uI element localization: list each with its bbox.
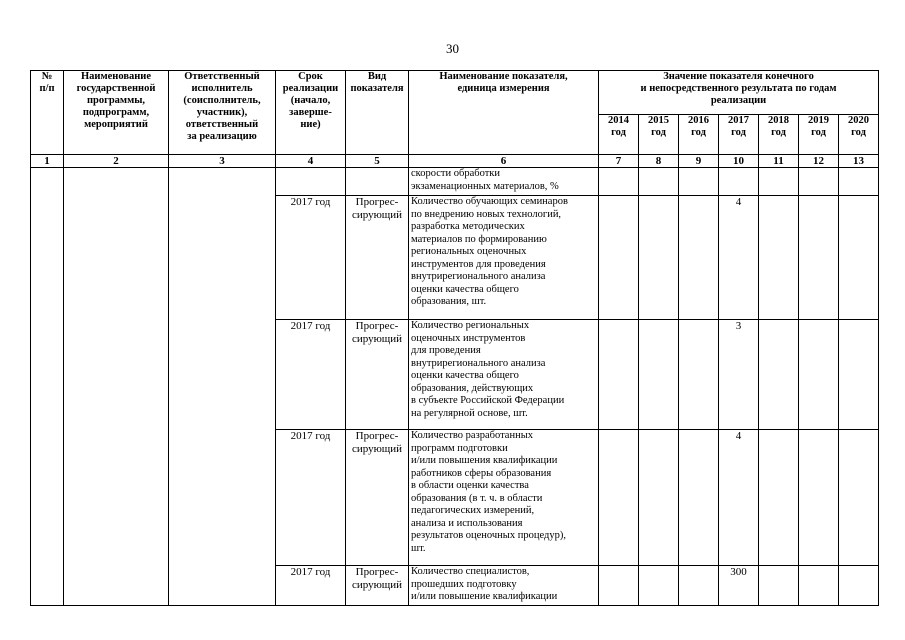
column-number: 3 — [169, 155, 276, 168]
cell-value-2019 — [799, 566, 839, 606]
cell-responsible — [169, 168, 276, 606]
header-program-name: Наименование государственной программы, подпрограмм, мероприятий — [64, 71, 169, 155]
cell-value-2020 — [839, 566, 879, 606]
cell-value-2017 — [719, 168, 759, 196]
cell-term: 2017 год — [276, 566, 346, 606]
column-number: 4 — [276, 155, 346, 168]
header-indicator-name: Наименование показателя, единица измерения — [409, 71, 599, 155]
column-number: 1 — [31, 155, 64, 168]
cell-indicator-kind: Прогрес- сирующий — [346, 320, 409, 430]
cell-value-2014 — [599, 196, 639, 320]
cell-value-2019 — [799, 320, 839, 430]
cell-indicator-kind: Прогрес- сирующий — [346, 566, 409, 606]
header-number: № п/п — [31, 71, 64, 155]
cell-value-2017: 3 — [719, 320, 759, 430]
cell-value-2018 — [759, 320, 799, 430]
cell-term — [276, 168, 346, 196]
cell-indicator-name: Количество региональных оценочных инструментов для проведения внутрирегионального анализа оценки качества общего образования, действующих в субъекте Российской Федерации на регулярной основе, шт. — [409, 320, 599, 430]
cell-value-2018 — [759, 430, 799, 566]
cell-value-2014 — [599, 430, 639, 566]
cell-value-2016 — [679, 566, 719, 606]
cell-value-2018 — [759, 566, 799, 606]
cell-value-2017: 4 — [719, 196, 759, 320]
cell-value-2020 — [839, 196, 879, 320]
header-indicator-kind: Вид показателя — [346, 71, 409, 155]
cell-indicator-kind: Прогрес- сирующий — [346, 430, 409, 566]
header-term: Срок реализации (начало, заверше- ние) — [276, 71, 346, 155]
cell-value-2018 — [759, 168, 799, 196]
cell-value-2020 — [839, 168, 879, 196]
cell-indicator-name: скорости обработки экзаменационных материалов, % — [409, 168, 599, 196]
column-number: 8 — [639, 155, 679, 168]
column-number: 12 — [799, 155, 839, 168]
cell-program-name — [64, 168, 169, 606]
cell-value-2015 — [639, 168, 679, 196]
column-number: 7 — [599, 155, 639, 168]
cell-value-2019 — [799, 430, 839, 566]
column-number: 9 — [679, 155, 719, 168]
cell-value-2016 — [679, 430, 719, 566]
cell-indicator-kind — [346, 168, 409, 196]
cell-indicator-name: Количество разработанных программ подготовки и/или повышения квалификации работников сферы образования в области оценки качества образования (в т. ч. в области педагогических измерений, анализа и использования результатов оценочных процедур), шт. — [409, 430, 599, 566]
cell-value-2019 — [799, 168, 839, 196]
cell-value-2015 — [639, 430, 679, 566]
cell-term: 2017 год — [276, 196, 346, 320]
cell-indicator-name: Количество специалистов, прошедших подготовку и/или повышение квалификации — [409, 566, 599, 606]
cell-value-2016 — [679, 196, 719, 320]
column-number-row — [31, 155, 879, 168]
cell-value-2016 — [679, 320, 719, 430]
cell-value-2017: 4 — [719, 430, 759, 566]
column-number: 6 — [409, 155, 599, 168]
indicators-table — [30, 70, 879, 606]
cell-value-2017: 300 — [719, 566, 759, 606]
cell-value-2014 — [599, 566, 639, 606]
header-year-2017: 2017 год — [719, 115, 759, 155]
header-responsible: Ответственный исполнитель (соисполнитель, участник), ответственный за реализацию — [169, 71, 276, 155]
page-number: 30 — [446, 41, 459, 56]
cell-value-2014 — [599, 168, 639, 196]
cell-value-2015 — [639, 566, 679, 606]
cell-value-2018 — [759, 196, 799, 320]
header-year-2015: 2015 год — [639, 115, 679, 155]
cell-value-2020 — [839, 430, 879, 566]
cell-indicator-name: Количество обучающих семинаров по внедрению новых технологий, разработка методических материалов по формированию региональных оценочных инструментов для проведения внутрирегионального анализа оценки качества общего образования, шт. — [409, 196, 599, 320]
cell-term: 2017 год — [276, 320, 346, 430]
table-row — [31, 168, 879, 196]
header-year-2016: 2016 год — [679, 115, 719, 155]
cell-value-2014 — [599, 320, 639, 430]
column-number: 5 — [346, 155, 409, 168]
column-number: 2 — [64, 155, 169, 168]
column-number: 11 — [759, 155, 799, 168]
header-year-2014: 2014 год — [599, 115, 639, 155]
cell-number — [31, 168, 64, 606]
header-year-2020: 2020 год — [839, 115, 879, 155]
cell-value-2016 — [679, 168, 719, 196]
column-number: 13 — [839, 155, 879, 168]
header-year-2018: 2018 год — [759, 115, 799, 155]
header-values-group: Значение показателя конечного и непосредственного результата по годам реализации — [599, 71, 879, 115]
column-number: 10 — [719, 155, 759, 168]
cell-value-2015 — [639, 196, 679, 320]
cell-value-2020 — [839, 320, 879, 430]
cell-indicator-kind: Прогрес- сирующий — [346, 196, 409, 320]
cell-value-2019 — [799, 196, 839, 320]
header-year-2019: 2019 год — [799, 115, 839, 155]
cell-term: 2017 год — [276, 430, 346, 566]
cell-value-2015 — [639, 320, 679, 430]
